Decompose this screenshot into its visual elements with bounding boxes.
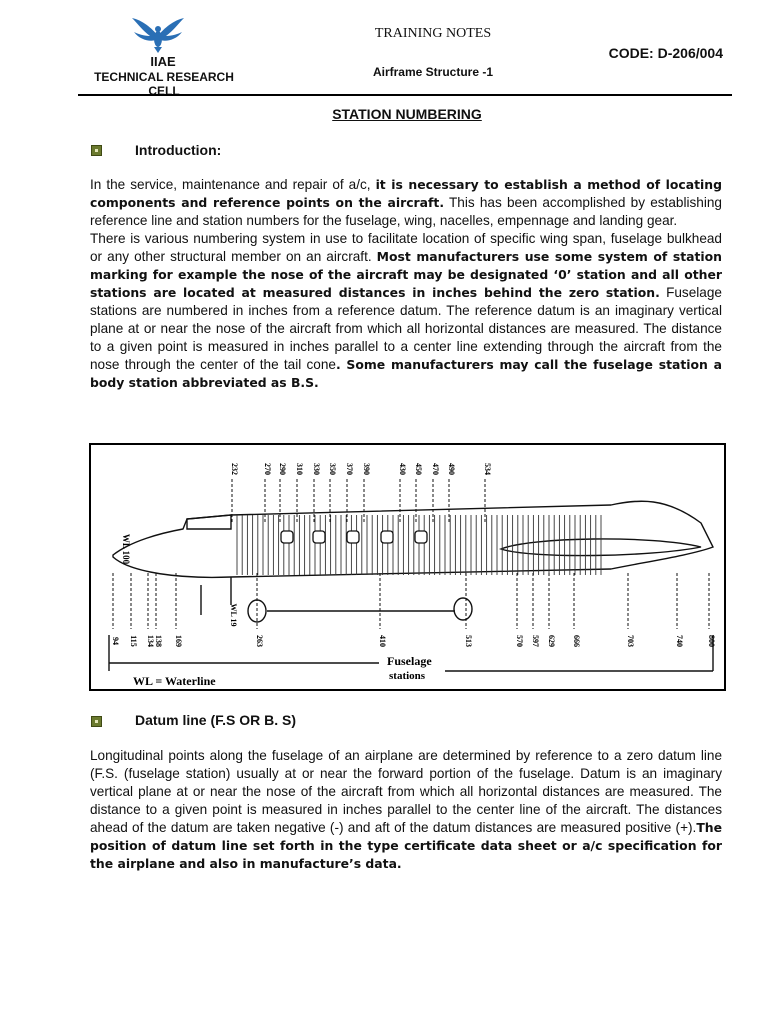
paragraph-text-run: Fuselage stations are numbered in inches from a reference datum. The reference datum is an imaginary vertical plane at or near the nose of the aircraft from which all horizontal distances are measured. The distance to a given point is measured in inches parallel to a center line extending through the aircraft from the nose through the center of the tail cone [90,285,722,372]
station-label: 450 [414,463,423,475]
cabin-window [381,531,393,543]
fuselage-label: Fuselage [387,654,432,668]
station-label: 666 [572,635,581,647]
intro-paragraph-1 [90,176,722,230]
station-label: 310 [295,463,304,475]
paragraph-text-run: . Some manufacturers may call the fuselage station a body station abbreviated as B.S. [90,357,722,390]
intro-paragraph [90,176,722,392]
intro-paragraph-2 [90,230,722,392]
datum-paragraph-1 [90,747,722,873]
station-label: 597 [531,635,540,647]
datum-paragraph [90,747,722,873]
waterline-19-label: WL 19 [229,603,238,627]
station-label: 629 [547,635,556,647]
paragraph-text-run: This has been accomplished by establishing reference line and station numbers for the fuselage, wing, nacelles, empennage and landing gear. [90,195,722,228]
station-label: 430 [398,463,407,475]
paragraph-text-run: it is necessary to establish a method of locating components and reference points on the aircraft. [90,177,722,210]
station-label: 370 [345,463,354,475]
station-label: 232 [230,463,239,475]
fuselage-station-diagram [89,443,726,691]
station-label: 350 [328,463,337,475]
doc-type: TRAINING NOTES [374,26,492,41]
iiae-bird-logo-icon [126,14,190,54]
station-label: 740 [675,635,684,647]
waterline-100-label: WL 100 [121,533,131,565]
station-label: 330 [312,463,321,475]
station-label: 94 [111,637,120,645]
paragraph-text-run: In the service, maintenance and repair of a/c, [90,177,376,192]
bullet-icon [91,145,102,156]
station-label: 169 [174,635,183,647]
paragraph-text-run: The position of datum line set forth in the type certificate data sheet or a/c specification for the airplane and also in manufacture’s data. [90,820,722,871]
org-full-name: TECHNICAL RESEARCH CELL [94,70,234,98]
station-label: 270 [263,463,272,475]
station-label: 470 [431,463,440,475]
cabin-window [347,531,359,543]
doc-subject: Airframe Structure -1 [372,65,494,79]
cabin-window [313,531,325,543]
header-divider [78,94,732,96]
waterline-legend: WL = Waterline [133,674,216,688]
station-label: 115 [129,635,138,647]
station-label: 390 [362,463,371,475]
org-short-name: IIAE [150,54,176,69]
paragraph-text-run: There is various numbering system in use to facilitate location of specific wing span, fuselage bulkhead or any other structural member on an aircraft. [90,231,722,264]
station-label: 490 [447,463,456,475]
station-label: 534 [483,463,492,475]
paragraph-text-run: Longitudinal points along the fuselage of an airplane are determined by reference to a zero datum line (F.S. (fuselage station) usually at or near the forward portion of the fuselage. Datum is an imaginary vertical plane at or near the nose of the aircraft from which all horizontal distances are measured. The distance to a given point is measured in inches parallel to the center line of the aircraft. The distances ahead of the datum are taken negative (-) and aft of the datum distances are measured positive (+). [90,748,722,835]
paragraph-text-run: Most manufacturers use some system of station marking for example the nose of the aircraft may be designated ‘0’ station and all other stations are located at measured distances in inches behind the zero station. [90,249,722,300]
page-title: STATION NUMBERING [332,106,482,122]
cabin-window [415,531,427,543]
station-label: 263 [255,635,264,647]
doc-code: CODE: D-206/004 [608,45,723,61]
station-label: 410 [378,635,387,647]
aircraft-side-view [91,445,724,689]
stations-label: stations [389,670,426,682]
station-label: 290 [278,463,287,475]
station-label: 134 [146,635,155,647]
cabin-window [281,531,293,543]
station-label: 513 [464,635,473,647]
station-label: 138 [154,635,163,647]
station-label: 570 [515,635,524,647]
station-label: 800 [707,635,716,647]
station-label: 703 [626,635,635,647]
section-heading-datum-line: Datum line (F.S OR B. S) [135,712,297,728]
bullet-icon [91,716,102,727]
section-heading-introduction: Introduction: [135,142,222,158]
